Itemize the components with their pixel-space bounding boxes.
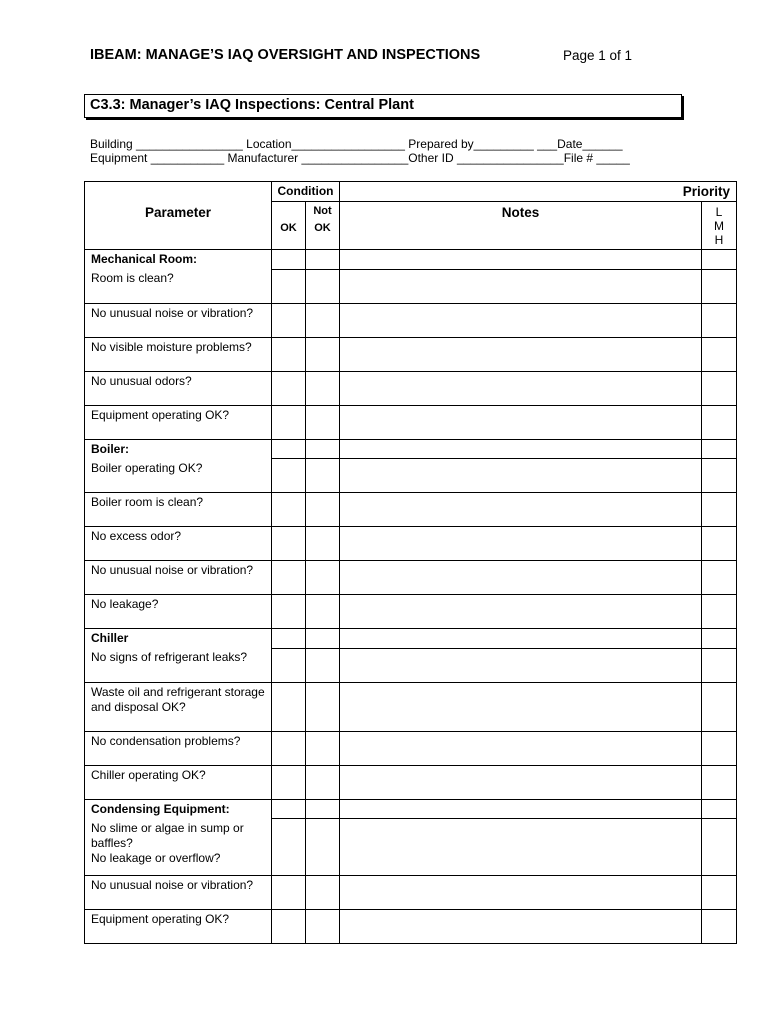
metadata-line-building: Building ________________ Location_________________ Prepared by_________ ___Date______ [90, 137, 623, 151]
ok-header [272, 202, 306, 250]
parameter-question: No signs of refrigerant leaks? [85, 648, 272, 682]
ok-checkbox-cell[interactable] [272, 250, 306, 270]
notes-cell[interactable] [340, 648, 702, 682]
notes-cell[interactable] [340, 527, 702, 561]
notes-cell[interactable] [340, 269, 702, 303]
table-row [85, 303, 737, 337]
priority-cell[interactable] [702, 595, 737, 629]
ok-checkbox-cell[interactable] [272, 731, 306, 765]
parameter-question: Waste oil and refrigerant storage and disposal OK? [85, 682, 272, 731]
page-number: Page 1 of 1 [563, 48, 633, 63]
priority-cell[interactable] [702, 269, 737, 303]
parameter-question: No excess odor? [85, 527, 272, 561]
priority-cell[interactable] [702, 629, 737, 649]
notes-cell[interactable] [340, 682, 702, 731]
not-label: Not [313, 205, 332, 217]
condition-header: Condition [272, 182, 340, 202]
parameter-question: Boiler operating OK? [85, 459, 272, 493]
priority-cell[interactable] [702, 876, 737, 910]
parameter-question: Equipment operating OK? [85, 405, 272, 439]
table-row [85, 493, 737, 527]
not-ok-checkbox-cell[interactable] [306, 910, 340, 944]
priority-cell[interactable] [702, 405, 737, 439]
not-ok-checkbox-cell[interactable] [306, 439, 340, 459]
priority-medium-label: M [714, 219, 724, 233]
notes-header: Notes [340, 202, 702, 250]
ok-checkbox-cell[interactable] [272, 493, 306, 527]
parameter-question: Boiler room is clean? [85, 493, 272, 527]
table-row [85, 819, 737, 876]
priority-cell[interactable] [702, 303, 737, 337]
notes-cell[interactable] [340, 765, 702, 799]
parameter-question: No visible moisture problems? [85, 337, 272, 371]
table-row [85, 765, 737, 799]
notes-cell[interactable] [340, 303, 702, 337]
parameter-question: No leakage? [85, 595, 272, 629]
not-ok-checkbox-cell[interactable] [306, 876, 340, 910]
ok-checkbox-cell[interactable] [272, 303, 306, 337]
metadata-line-equipment: Equipment ___________ Manufacturer ________________Other ID ________________File # _____ [90, 151, 630, 165]
table-row [85, 405, 737, 439]
not-ok-checkbox-cell[interactable] [306, 799, 340, 819]
table-row [85, 595, 737, 629]
parameter-question: No unusual noise or vibration? [85, 561, 272, 595]
table-row [85, 648, 737, 682]
priority-cell[interactable] [702, 731, 737, 765]
parameter-question: Equipment operating OK? [85, 910, 272, 944]
priority-cell[interactable] [702, 459, 737, 493]
ok-checkbox-cell[interactable] [272, 561, 306, 595]
notes-cell[interactable] [340, 250, 702, 270]
notes-cell[interactable] [340, 337, 702, 371]
table-row [85, 269, 737, 303]
inspection-table [84, 181, 737, 944]
ok-checkbox-cell[interactable] [272, 682, 306, 731]
ok-checkbox-cell[interactable] [272, 819, 306, 876]
notes-cell[interactable] [340, 799, 702, 819]
notes-cell[interactable] [340, 910, 702, 944]
ok-checkbox-cell[interactable] [272, 439, 306, 459]
table-row [85, 731, 737, 765]
ok-checkbox-cell[interactable] [272, 876, 306, 910]
group-label-row [85, 799, 737, 819]
notes-cell[interactable] [340, 629, 702, 649]
notes-cell[interactable] [340, 371, 702, 405]
ok-checkbox-cell[interactable] [272, 269, 306, 303]
priority-cell[interactable] [702, 527, 737, 561]
not-ok-checkbox-cell[interactable] [306, 629, 340, 649]
not-ok-checkbox-cell[interactable] [306, 250, 340, 270]
not-ok-header [306, 202, 340, 250]
table-row [85, 371, 737, 405]
priority-cell[interactable] [702, 250, 737, 270]
parameter-question: Room is clean? [85, 269, 272, 303]
ok-checkbox-cell[interactable] [272, 629, 306, 649]
table-row [85, 561, 737, 595]
group-label-row [85, 439, 737, 459]
ok-checkbox-cell[interactable] [272, 648, 306, 682]
notes-cell[interactable] [340, 405, 702, 439]
priority-cell[interactable] [702, 799, 737, 819]
ok-label: OK [280, 222, 297, 234]
not-ok-checkbox-cell[interactable] [306, 269, 340, 303]
parameter-header: Parameter [85, 202, 272, 250]
parameter-header-top [85, 182, 272, 202]
ok-checkbox-cell[interactable] [272, 799, 306, 819]
not-ok-checkbox-cell[interactable] [306, 595, 340, 629]
not-ok-checkbox-cell[interactable] [306, 337, 340, 371]
group-label: Boiler: [85, 439, 272, 459]
not-ok-checkbox-cell[interactable] [306, 682, 340, 731]
ok-checkbox-cell[interactable] [272, 910, 306, 944]
priority-header: Priority [340, 182, 737, 202]
not-ok-checkbox-cell[interactable] [306, 371, 340, 405]
table-row [85, 876, 737, 910]
priority-cell[interactable] [702, 337, 737, 371]
not-ok-checkbox-cell[interactable] [306, 493, 340, 527]
notes-cell[interactable] [340, 493, 702, 527]
group-label: Mechanical Room: [85, 250, 272, 270]
priority-high-label: H [714, 233, 724, 247]
priority-cell[interactable] [702, 371, 737, 405]
ok-checkbox-cell[interactable] [272, 595, 306, 629]
priority-cell[interactable] [702, 561, 737, 595]
not-ok-checkbox-cell[interactable] [306, 765, 340, 799]
not-ok-checkbox-cell[interactable] [306, 561, 340, 595]
not-ok-checkbox-cell[interactable] [306, 303, 340, 337]
priority-cell[interactable] [702, 819, 737, 876]
ok-checkbox-cell[interactable] [272, 459, 306, 493]
group-label-row [85, 250, 737, 270]
table-row [85, 527, 737, 561]
group-label: Condensing Equipment: [85, 799, 272, 819]
notes-cell[interactable] [340, 731, 702, 765]
notes-cell[interactable] [340, 819, 702, 876]
group-label-row [85, 629, 737, 649]
notes-cell[interactable] [340, 459, 702, 493]
priority-cell[interactable] [702, 493, 737, 527]
table-row [85, 910, 737, 944]
priority-lmh-header [702, 202, 737, 250]
priority-cell[interactable] [702, 682, 737, 731]
not-ok-checkbox-cell[interactable] [306, 459, 340, 493]
parameter-question: No unusual odors? [85, 371, 272, 405]
notes-cell[interactable] [340, 876, 702, 910]
section-title: C3.3: Manager’s IAQ Inspections: Central Plant [90, 97, 414, 113]
notes-cell[interactable] [340, 561, 702, 595]
priority-low-label: L [715, 205, 723, 219]
parameter-question: No unusual noise or vibration? [85, 876, 272, 910]
ok-checkbox-cell[interactable] [272, 371, 306, 405]
not-ok-checkbox-cell[interactable] [306, 648, 340, 682]
parameter-question: No slime or algae in sump or baffles? No leakage or overflow? [85, 819, 272, 876]
parameter-question: No condensation problems? [85, 731, 272, 765]
not-ok-checkbox-cell[interactable] [306, 527, 340, 561]
ok-checkbox-cell[interactable] [272, 527, 306, 561]
parameter-question: Chiller operating OK? [85, 765, 272, 799]
group-label: Chiller [85, 629, 272, 649]
table-row [85, 337, 737, 371]
ok-checkbox-cell[interactable] [272, 765, 306, 799]
notes-cell[interactable] [340, 439, 702, 459]
not-ok-checkbox-cell[interactable] [306, 405, 340, 439]
priority-cell[interactable] [702, 910, 737, 944]
priority-cell[interactable] [702, 765, 737, 799]
notes-cell[interactable] [340, 595, 702, 629]
not-ok-checkbox-cell[interactable] [306, 819, 340, 876]
parameter-question: No unusual noise or vibration? [85, 303, 272, 337]
ok-checkbox-cell[interactable] [272, 337, 306, 371]
not-ok-label: OK [314, 222, 331, 234]
table-row [85, 459, 737, 493]
ok-checkbox-cell[interactable] [272, 405, 306, 439]
priority-cell[interactable] [702, 648, 737, 682]
not-ok-checkbox-cell[interactable] [306, 731, 340, 765]
document-title: IBEAM: MANAGE’S IAQ OVERSIGHT AND INSPECTIONS [90, 47, 481, 63]
priority-cell[interactable] [702, 439, 737, 459]
table-row [85, 682, 737, 731]
